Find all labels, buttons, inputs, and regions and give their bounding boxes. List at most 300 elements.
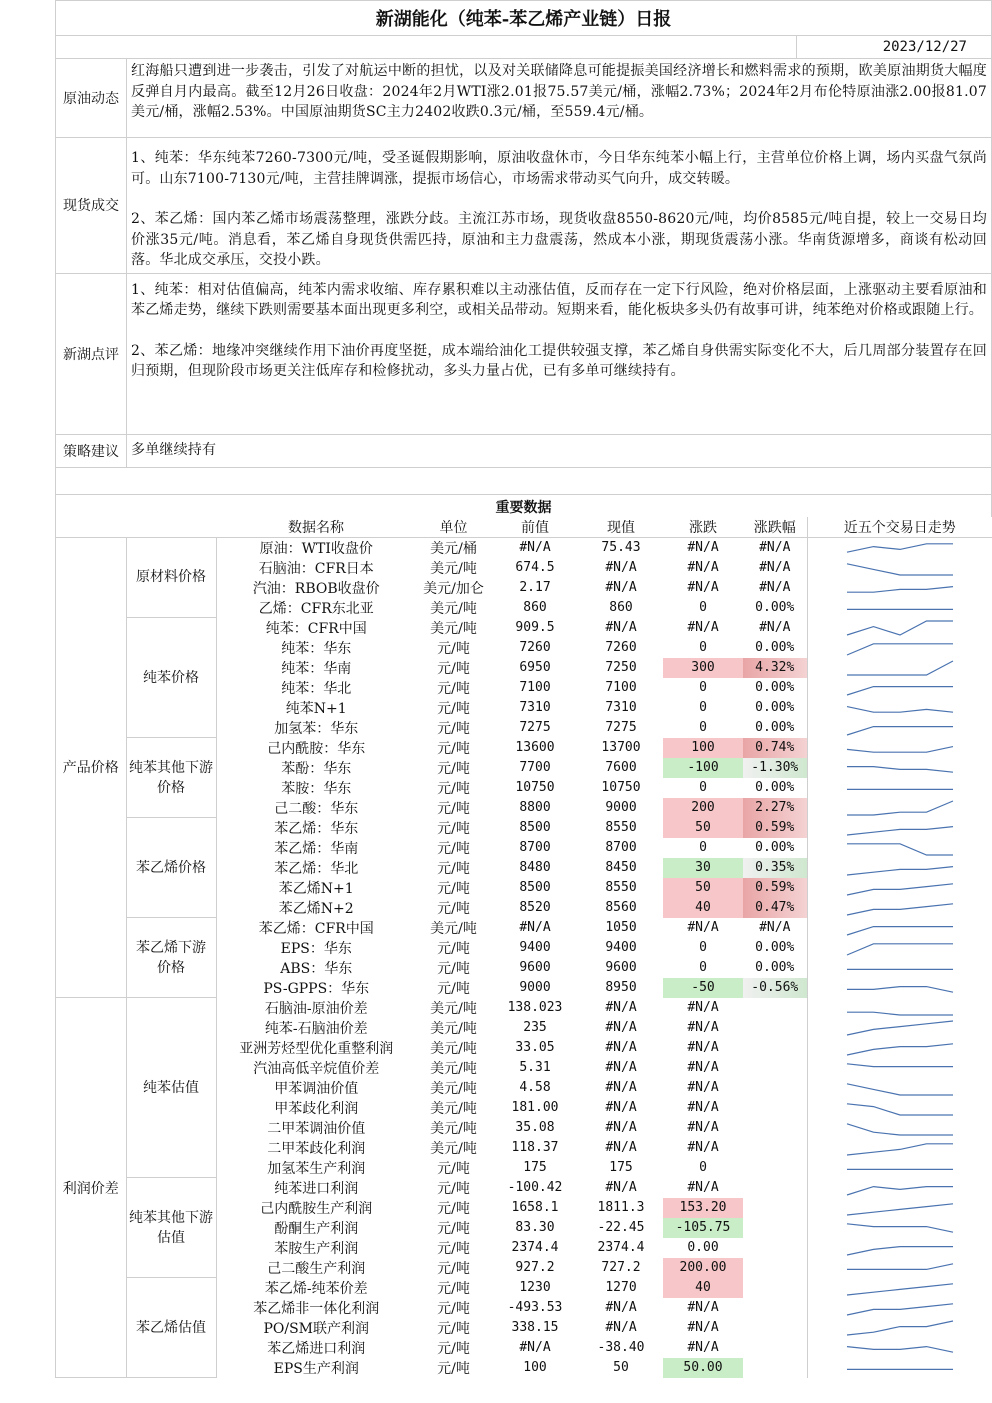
cell-prev: 4.58	[519, 1080, 551, 1095]
cell-prev: -100.42	[507, 1180, 563, 1195]
cell-cur: 7275	[605, 720, 637, 735]
cell-pct: -0.56%	[743, 978, 807, 998]
sparkline	[845, 539, 955, 557]
cell-unit: 元/吨	[437, 1300, 470, 1317]
subgroup-label-text: 纯苯其他下游	[129, 1209, 213, 1226]
section-paragraph: 1、纯苯：相对估值偏高，纯苯内需求收缩、库存累积难以主动涨估值，反而存在一定下行风险，绝对价格层面，上涨驱动主要看原油和苯乙烯走势，继续下跌则需要基本面出现更多利空，或相关品带动。短期来看，能化板块多头仍有故事可讲，纯苯绝对价格或跟随上行。	[131, 281, 987, 318]
sparkline-series	[847, 1021, 953, 1035]
sparkline-series	[847, 1103, 953, 1114]
cell-pct	[743, 1138, 807, 1158]
cell-trend	[807, 1138, 992, 1158]
cell-name: 乙烯：CFR东北亚	[258, 600, 374, 617]
cell-prev: -493.53	[507, 1300, 563, 1315]
commentary-sections	[56, 59, 992, 468]
sparkline-series	[847, 1012, 953, 1015]
cell-cur: 1811.3	[597, 1200, 645, 1215]
sparkline	[845, 1139, 955, 1157]
cell-change: 0	[699, 1160, 707, 1175]
cell-cur: #N/A	[605, 620, 637, 635]
sparkline-series	[847, 866, 953, 874]
cell-cur: 8950	[605, 980, 637, 995]
cell-trend	[807, 1098, 992, 1118]
sparkline	[845, 839, 955, 857]
cell-pct	[743, 1198, 807, 1218]
sparkline	[845, 559, 955, 577]
sparkline	[845, 1219, 955, 1237]
sparkline	[845, 919, 955, 937]
header-blank	[56, 517, 126, 538]
sparkline-series	[847, 1246, 953, 1254]
cell-pct: #N/A	[759, 540, 791, 555]
sparkline	[845, 1119, 955, 1137]
cell-cur: -38.40	[597, 1340, 645, 1355]
cell-cur: 8560	[605, 900, 637, 915]
cell-unit: 元/吨	[437, 1260, 470, 1277]
cell-cur: 860	[609, 600, 633, 615]
cell-prev: 83.30	[515, 1220, 555, 1235]
cell-change: 0	[699, 720, 707, 735]
cell-name: 原油：WTI收盘价	[259, 540, 373, 557]
cell-cur: 2374.4	[597, 1240, 645, 1255]
report-page	[55, 0, 992, 1378]
cell-name: 苯乙烯：华北	[274, 860, 359, 877]
cell-change: #N/A	[687, 1040, 719, 1055]
cell-name: 石脑油：CFR日本	[258, 560, 374, 577]
cell-name: 二甲苯歧化利润	[267, 1140, 366, 1157]
cell-prev: 13600	[515, 740, 555, 755]
table-row	[56, 1178, 992, 1198]
cell-cur: 8450	[605, 860, 637, 875]
cell-name: 二甲苯调油价值	[267, 1120, 366, 1137]
cell-pct: 0.00%	[755, 680, 795, 695]
cell-trend	[807, 1358, 992, 1378]
sparkline	[845, 959, 955, 977]
cell-prev: 7275	[519, 720, 551, 735]
sparkline-series	[847, 943, 953, 954]
sparkline-series	[847, 1123, 953, 1134]
cell-prev: 35.08	[515, 1120, 555, 1135]
cell-unit: 元/吨	[437, 1360, 470, 1377]
cell-unit: 元/吨	[437, 1160, 470, 1177]
cell-unit: 元/吨	[437, 840, 470, 857]
cell-cur: 9600	[605, 960, 637, 975]
cell-change: -50	[663, 978, 743, 998]
section-text	[127, 59, 991, 137]
cell-name: 己内酰胺：华东	[267, 740, 366, 757]
cell-prev: 175	[523, 1160, 547, 1175]
cell-prev: 10750	[515, 780, 555, 795]
cell-unit: 美元/吨	[430, 1000, 477, 1017]
subgroup-label-text: 纯苯其他下游	[129, 759, 213, 776]
section-text	[127, 138, 991, 273]
sparkline-series	[847, 986, 953, 992]
section-1	[56, 138, 992, 274]
subgroup-label: 纯苯价格	[126, 618, 216, 738]
cell-name: 苯乙烯：CFR中国	[258, 920, 374, 937]
cell-cur: #N/A	[605, 1040, 637, 1055]
cell-cur: 727.2	[601, 1260, 641, 1275]
subgroup-label	[126, 738, 216, 818]
cell-name: 苯乙烯进口利润	[267, 1340, 366, 1357]
cell-name: 苯酚：华东	[281, 760, 352, 777]
cell-prev: 9000	[519, 980, 551, 995]
cell-change: 0.00	[687, 1240, 719, 1255]
table-title: 重要数据	[56, 495, 992, 517]
cell-pct	[743, 998, 807, 1018]
header-cell: 前值	[491, 517, 579, 538]
sparkline	[845, 719, 955, 737]
cell-prev: 2374.4	[511, 1240, 559, 1255]
subgroup-label-text: 价格	[157, 779, 185, 796]
cell-pct	[743, 1358, 807, 1378]
cell-cur: #N/A	[605, 1000, 637, 1015]
cell-name: 己二酸：华东	[274, 800, 359, 817]
sparkline-series	[847, 1223, 953, 1231]
section-label: 原油动态	[56, 59, 127, 137]
cell-cur: #N/A	[605, 1320, 637, 1335]
cell-change: #N/A	[687, 580, 719, 595]
cell-trend	[807, 1038, 992, 1058]
data-table	[56, 517, 992, 1379]
cell-cur: 75.43	[601, 540, 641, 555]
cell-unit: 元/吨	[437, 1200, 470, 1217]
cell-prev: 8800	[519, 800, 551, 815]
cell-change: #N/A	[687, 1000, 719, 1015]
cell-cur: #N/A	[605, 1180, 637, 1195]
cell-change: 50.00	[663, 1358, 743, 1378]
sparkline	[845, 1099, 955, 1117]
sparkline-series	[847, 1283, 953, 1294]
sparkline	[845, 1359, 955, 1377]
cell-trend	[807, 1198, 992, 1218]
cell-trend	[807, 998, 992, 1018]
cell-pct: 0.74%	[743, 738, 807, 758]
sparkline-series	[847, 1346, 953, 1352]
section-paragraph: 2、苯乙烯：地缘冲突继续作用下油价再度坚挺，成本端给油化工提供较强支撑，苯乙烯自身供需实际变化不大，后几周部分装置存在回归预期，但现阶段市场更关注低库存和检修扰动，多头力量占优，已有多单可继续持有。	[131, 342, 987, 379]
cell-unit: 元/吨	[437, 880, 470, 897]
cell-cur: 7310	[605, 700, 637, 715]
cell-prev: 118.37	[511, 1140, 559, 1155]
header-blank	[126, 517, 216, 538]
cell-unit: 元/吨	[437, 820, 470, 837]
header-cell: 涨跌幅	[743, 517, 807, 538]
cell-cur: 7250	[605, 660, 637, 675]
cell-change: 200	[663, 798, 743, 818]
cell-pct	[743, 1058, 807, 1078]
cell-pct: 0.00%	[755, 640, 795, 655]
cell-cur: 10750	[601, 780, 641, 795]
cell-prev: 7100	[519, 680, 551, 695]
cell-trend	[807, 598, 992, 618]
cell-name: 加氢苯：华东	[274, 720, 359, 737]
cell-trend	[807, 938, 992, 958]
subgroup-label-text: 苯乙烯下游	[136, 939, 206, 956]
cell-cur: #N/A	[605, 1020, 637, 1035]
sparkline	[845, 1179, 955, 1197]
cell-name: EPS：华东	[280, 940, 352, 957]
cell-change: 30	[663, 858, 743, 878]
cell-change: -100	[663, 758, 743, 778]
cell-trend	[807, 818, 992, 838]
cell-name: 己二酸生产利润	[267, 1260, 366, 1277]
cell-cur: 1270	[605, 1280, 637, 1295]
group-label: 利润价差	[56, 998, 126, 1378]
cell-name: ABS：华东	[280, 960, 353, 977]
cell-pct	[743, 1318, 807, 1338]
sparkline	[845, 899, 955, 917]
date-separator	[796, 36, 797, 58]
cell-pct	[743, 1098, 807, 1118]
cell-pct: 0.35%	[743, 858, 807, 878]
sparkline-series	[847, 883, 953, 894]
cell-trend	[807, 638, 992, 658]
cell-pct: #N/A	[759, 560, 791, 575]
cell-name: PS-GPPS：华东	[263, 980, 370, 997]
cell-prev: 9600	[519, 960, 551, 975]
cell-prev: #N/A	[519, 920, 551, 935]
sparkline-series	[847, 586, 953, 592]
cell-trend	[807, 678, 992, 698]
cell-trend	[807, 1078, 992, 1098]
cell-change: 0	[699, 940, 707, 955]
cell-change: #N/A	[687, 540, 719, 555]
cell-trend	[807, 978, 992, 998]
cell-pct: 0.00%	[755, 720, 795, 735]
cell-pct: 0.00%	[755, 600, 795, 615]
cell-cur: 175	[609, 1160, 633, 1175]
cell-change: #N/A	[687, 620, 719, 635]
cell-trend	[807, 918, 992, 938]
sparkline-series	[847, 746, 953, 752]
table-header-row	[56, 517, 992, 538]
table-row	[56, 537, 992, 558]
cell-unit: 元/吨	[437, 760, 470, 777]
cell-pct	[743, 1298, 807, 1318]
cell-change: #N/A	[687, 1100, 719, 1115]
cell-trend	[807, 1018, 992, 1038]
cell-unit: 元/吨	[437, 780, 470, 797]
cell-name: 甲苯歧化利润	[274, 1100, 359, 1117]
sparkline-series	[847, 1303, 953, 1314]
cell-prev: 1230	[519, 1280, 551, 1295]
cell-prev: 138.023	[507, 1000, 563, 1015]
cell-name: 纯苯N+1	[285, 700, 347, 717]
cell-cur: 8700	[605, 840, 637, 855]
cell-name: 纯苯：华东	[281, 640, 352, 657]
cell-unit: 美元/加仑	[423, 580, 484, 597]
cell-cur: 8550	[605, 880, 637, 895]
cell-prev: 7260	[519, 640, 551, 655]
cell-unit: 美元/吨	[430, 1060, 477, 1077]
cell-trend	[807, 1118, 992, 1138]
cell-pct	[743, 1178, 807, 1198]
cell-unit: 元/吨	[437, 900, 470, 917]
cell-name: 己内酰胺生产利润	[260, 1200, 373, 1217]
cell-change: #N/A	[687, 1300, 719, 1315]
cell-prev: 235	[523, 1020, 547, 1035]
cell-trend	[807, 878, 992, 898]
cell-name: 纯苯-石脑油价差	[264, 1020, 368, 1037]
cell-name: 纯苯：华北	[281, 680, 352, 697]
cell-change: 300	[663, 658, 743, 678]
cell-prev: 909.5	[515, 620, 555, 635]
sparkline-series	[847, 766, 953, 772]
cell-change: 0	[699, 960, 707, 975]
header-cell: 单位	[416, 517, 491, 538]
cell-pct	[743, 1238, 807, 1258]
sparkline	[845, 1239, 955, 1257]
cell-change: #N/A	[687, 1020, 719, 1035]
section-label: 现货成交	[56, 138, 127, 273]
cell-trend	[807, 658, 992, 678]
cell-trend	[807, 798, 992, 818]
cell-prev: 8500	[519, 880, 551, 895]
cell-trend	[807, 1258, 992, 1278]
cell-prev: 7310	[519, 700, 551, 715]
section-paragraph: 1、纯苯：华东纯苯7260-7300元/吨，受圣诞假期影响，原油收盘休市，今日华东纯苯小幅上行，主营单位价格上调，场内买盘气氛尚可。山东7100-7130元/吨，主营挂牌调涨，提振市场信心，市场需求带动买气向升，成交转暖。	[131, 150, 987, 187]
cell-unit: 美元/吨	[430, 1140, 477, 1157]
sparkline	[845, 679, 955, 697]
sparkline	[845, 779, 955, 797]
cell-trend	[807, 738, 992, 758]
cell-change: #N/A	[687, 560, 719, 575]
cell-pct: 4.32%	[743, 658, 807, 678]
sparkline-series	[847, 1063, 953, 1066]
cell-cur: #N/A	[605, 1080, 637, 1095]
cell-pct	[743, 1258, 807, 1278]
sparkline	[845, 1019, 955, 1037]
cell-trend	[807, 1158, 992, 1178]
header-cell: 数据名称	[216, 517, 416, 538]
cell-prev: 1658.1	[511, 1200, 559, 1215]
cell-cur: 7100	[605, 680, 637, 695]
cell-change: 200.00	[663, 1258, 743, 1278]
cell-cur: #N/A	[605, 1100, 637, 1115]
cell-pct: -1.30%	[743, 758, 807, 778]
cell-prev: #N/A	[519, 540, 551, 555]
cell-cur: -22.45	[597, 1220, 645, 1235]
sparkline-series	[847, 661, 953, 675]
cell-name: 苯乙烯-纯苯价差	[264, 1280, 368, 1297]
sparkline	[845, 639, 955, 657]
cell-unit: 元/吨	[437, 1280, 470, 1297]
cell-change: 0	[699, 600, 707, 615]
subgroup-label: 纯苯估值	[126, 998, 216, 1178]
sparkline	[845, 1079, 955, 1097]
sparkline	[845, 1199, 955, 1217]
date-row	[56, 36, 992, 59]
cell-trend	[807, 1058, 992, 1078]
report-date: 2023/12/27	[882, 39, 967, 55]
subgroup-label: 原材料价格	[126, 537, 216, 618]
sparkline	[845, 759, 955, 777]
cell-name: 苯乙烯：华东	[274, 820, 359, 837]
cell-change: 40	[663, 898, 743, 918]
cell-name: 加氢苯生产利润	[267, 1160, 366, 1177]
sparkline-series	[847, 1186, 953, 1194]
sparkline	[845, 1059, 955, 1077]
cell-pct: 0.00%	[755, 840, 795, 855]
cell-cur: 50	[613, 1360, 629, 1375]
cell-unit: 美元/吨	[430, 600, 477, 617]
cell-name: 石脑油-原油价差	[264, 1000, 368, 1017]
subgroup-label	[126, 1178, 216, 1278]
cell-cur: #N/A	[605, 580, 637, 595]
cell-cur: #N/A	[605, 1300, 637, 1315]
sparkline	[845, 619, 955, 637]
sparkline-series	[847, 1143, 953, 1154]
cell-trend	[807, 1318, 992, 1338]
cell-trend	[807, 958, 992, 978]
sparkline	[845, 1299, 955, 1317]
sparkline	[845, 1159, 955, 1177]
cell-trend	[807, 1238, 992, 1258]
sparkline-series	[847, 903, 953, 914]
sparkline	[845, 979, 955, 997]
sparkline	[845, 1259, 955, 1277]
cell-name: 纯苯进口利润	[274, 1180, 359, 1197]
cell-prev: 8500	[519, 820, 551, 835]
header-cell: 涨跌	[663, 517, 743, 538]
sparkline-series	[847, 1263, 953, 1269]
section-paragraph: 红海船只遭到进一步袭击，引发了对航运中断的担忧，以及对关联储降息可能提振美国经济增长和燃料需求的预期，欧美原油期货大幅度反弹自月内最高。截至12月26日收盘：2024年2月WTI涨2.01报75.57美元/桶，涨幅2.73%；2024年2月布伦特原油涨2.00报81.07美元/桶，涨幅2.53%。中国原油期货SC主力2402收跌0.3元/桶，至559.4元/桶。	[131, 63, 987, 120]
cell-pct	[743, 1158, 807, 1178]
cell-change: #N/A	[687, 1320, 719, 1335]
cell-prev: 8700	[519, 840, 551, 855]
cell-unit: 元/吨	[437, 1340, 470, 1357]
cell-pct	[743, 1218, 807, 1238]
cell-prev: 181.00	[511, 1100, 559, 1115]
cell-prev: 100	[523, 1360, 547, 1375]
cell-trend	[807, 1338, 992, 1358]
cell-name: EPS生产利润	[273, 1360, 359, 1377]
subgroup-label: 苯乙烯价格	[126, 818, 216, 918]
cell-unit: 元/吨	[437, 660, 470, 677]
cell-name: 亚洲芳烃型优化重整利润	[239, 1040, 394, 1057]
cell-trend	[807, 898, 992, 918]
sparkline	[845, 999, 955, 1017]
cell-name: 苯乙烯非一体化利润	[253, 1300, 380, 1317]
cell-change: 0	[699, 840, 707, 855]
cell-unit: 元/吨	[437, 1220, 470, 1237]
cell-prev: 33.05	[515, 1040, 555, 1055]
subgroup-label-text: 估值	[157, 1229, 185, 1246]
cell-pct	[743, 1078, 807, 1098]
cell-change: 40	[663, 1278, 743, 1298]
cell-unit: 美元/吨	[430, 1100, 477, 1117]
section-2	[56, 274, 992, 435]
cell-unit: 元/吨	[437, 800, 470, 817]
header-cell: 近五个交易日走势	[807, 517, 992, 538]
table-row	[56, 1278, 992, 1298]
cell-unit: 元/吨	[437, 740, 470, 757]
cell-unit: 元/吨	[437, 940, 470, 957]
sparkline-series	[847, 826, 953, 834]
cell-trend	[807, 618, 992, 638]
cell-prev: 674.5	[515, 560, 555, 575]
sparkline	[845, 599, 955, 617]
cell-name: 苯胺生产利润	[274, 1240, 359, 1257]
cell-trend	[807, 1298, 992, 1318]
cell-prev: 2.17	[519, 580, 551, 595]
cell-pct: 0.00%	[755, 700, 795, 715]
cell-change: -105.75	[663, 1218, 743, 1238]
cell-name: 酚酮生产利润	[274, 1220, 359, 1237]
section-text	[127, 435, 991, 467]
cell-unit: 元/吨	[437, 700, 470, 717]
sparkline	[845, 1279, 955, 1297]
cell-trend	[807, 1178, 992, 1198]
